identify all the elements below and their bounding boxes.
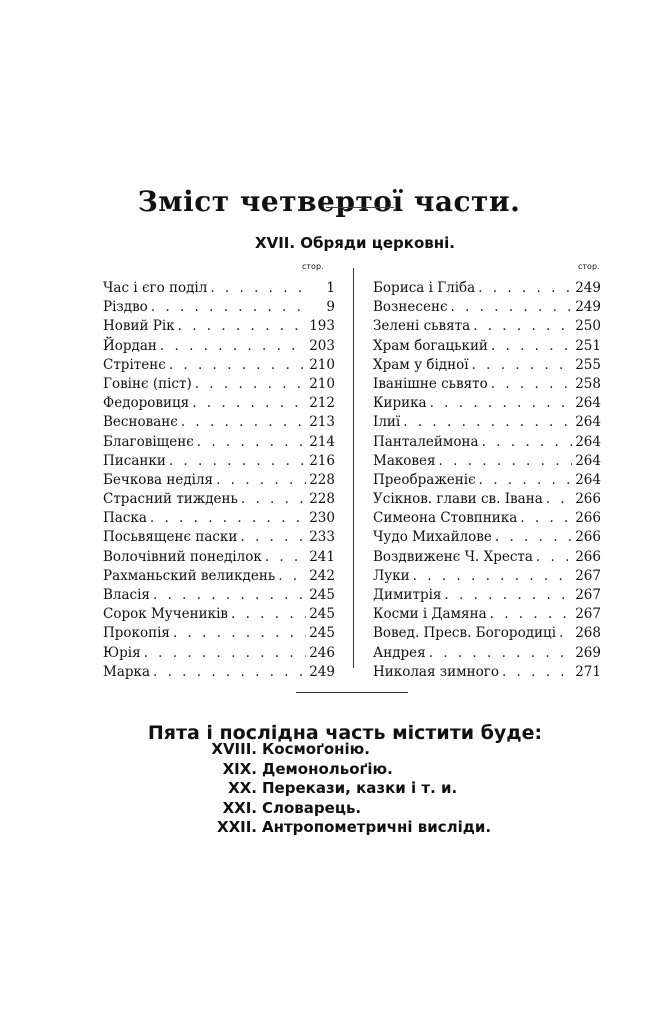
future-item-text: Перекази, казки і т. и. [262, 779, 458, 797]
toc-entry-label: Димитрія [373, 587, 442, 603]
toc-entry-page: 230 [309, 510, 335, 527]
toc-entry-label: Андрея [373, 644, 426, 661]
toc-entry [103, 414, 335, 433]
toc-entry [373, 664, 601, 683]
toc-entry [103, 357, 335, 376]
future-item-number: XVIII. [211, 740, 257, 758]
dot-leader [473, 318, 572, 334]
dot-leader [169, 357, 306, 373]
toc-entry [103, 549, 335, 568]
dot-leader [444, 587, 572, 603]
toc-entry [373, 606, 601, 625]
toc-entry [103, 587, 335, 606]
dot-leader [195, 376, 307, 392]
toc-entry-page: 233 [309, 529, 335, 546]
dot-leader [241, 491, 306, 507]
future-item [195, 799, 491, 819]
dot-leader [278, 568, 306, 584]
toc-entry-label: Різдво [103, 299, 148, 316]
toc-entry [373, 625, 601, 644]
toc-entry [103, 453, 335, 472]
toc-entry-page: 216 [309, 452, 335, 469]
toc-entry-page: 267 [575, 587, 601, 603]
toc-entry [103, 299, 335, 318]
toc-entry-page: 214 [309, 433, 335, 450]
dot-leader [265, 549, 306, 565]
toc-entry-label: Веснованє [103, 414, 178, 431]
toc-entry-page: 249 [575, 280, 601, 296]
toc-entry [103, 568, 335, 587]
dot-leader [559, 625, 572, 641]
dot-leader [197, 434, 306, 450]
toc-entry-label: Луки [373, 567, 410, 584]
toc-right-column [373, 280, 601, 683]
toc-entry-page: 266 [575, 529, 601, 546]
future-item-number: XXI. [222, 798, 257, 817]
toc-entry-label: Йордан [103, 337, 157, 354]
dot-leader [240, 529, 306, 545]
toc-entry [373, 376, 601, 395]
toc-entry [373, 434, 601, 453]
dot-leader [151, 299, 310, 315]
dot-leader [173, 625, 306, 641]
toc-entry [373, 318, 601, 337]
toc-entry-page: 213 [309, 414, 335, 431]
dot-leader [429, 645, 573, 661]
dot-leader [153, 587, 306, 603]
future-item [195, 760, 491, 780]
toc-entry-page: 210 [309, 375, 335, 392]
column-divider [353, 268, 354, 668]
toc-entry [103, 318, 335, 337]
toc-entry [373, 357, 601, 376]
toc-entry-page: 203 [309, 337, 335, 354]
toc-entry-label: Вознесенє [373, 299, 448, 316]
toc-entry-label: Говінє (піст) [103, 375, 192, 392]
toc-entry-label: Чудо Михайлове [373, 529, 492, 546]
toc-entry-page: 266 [575, 548, 601, 565]
dot-leader [439, 453, 573, 469]
toc-entry [373, 338, 601, 357]
toc-entry [103, 664, 335, 683]
dot-leader [502, 664, 572, 680]
dot-leader [430, 395, 573, 411]
section-heading: XVII. Обряди церковні. [255, 234, 455, 253]
toc-entry [373, 529, 601, 548]
dot-leader [491, 376, 572, 392]
right-column-header: стор. [578, 262, 600, 271]
toc-entry-label: Рахманьский великдень [103, 567, 276, 584]
dot-leader [153, 664, 306, 680]
toc-entry-label: Вовед. Пресв. Богородиці [373, 625, 557, 642]
toc-entry-label: Ілиї [373, 414, 401, 431]
future-item-number: XX. [228, 779, 257, 797]
toc-entry [373, 510, 601, 529]
toc-entry-page: 266 [575, 491, 601, 508]
dot-leader [413, 568, 573, 584]
section-divider [296, 692, 408, 693]
future-item-text: Словарець. [262, 798, 362, 817]
dot-leader [451, 299, 573, 315]
toc-entry [373, 549, 601, 568]
dot-leader [536, 549, 572, 565]
dot-leader [178, 318, 307, 334]
toc-entry-label: Воздвиженє Ч. Хреста [373, 548, 533, 565]
toc-entry-label: Николая зимного [373, 663, 499, 680]
toc-entry-label: Власія [103, 587, 150, 603]
toc-entry-page: 264 [575, 395, 601, 412]
toc-entry-label: Федоровиця [103, 395, 190, 412]
dot-leader [482, 434, 573, 450]
toc-entry [103, 472, 335, 491]
toc-entry [103, 338, 335, 357]
toc-entry-label: Страсний тиждень [103, 491, 238, 508]
dot-leader [403, 414, 572, 430]
toc-entry-page: 266 [575, 510, 601, 527]
toc-entry-page: 268 [575, 625, 601, 642]
toc-entry-page: 255 [575, 356, 601, 373]
dot-leader [479, 472, 573, 488]
dot-leader [472, 357, 573, 373]
toc-entry-page: 245 [309, 587, 335, 603]
toc-entry [103, 491, 335, 510]
toc-entry [373, 453, 601, 472]
toc-entry-label: Бориса і Гліба [373, 280, 476, 296]
toc-entry-page: 249 [309, 663, 335, 680]
toc-entry [103, 625, 335, 644]
left-column-header: стор. [302, 262, 324, 271]
toc-entry-page: 246 [309, 644, 335, 661]
future-contents-list [195, 740, 491, 838]
toc-entry [103, 645, 335, 664]
dot-leader [169, 453, 306, 469]
future-item-text: Демонольоґію. [262, 759, 393, 778]
toc-entry [103, 529, 335, 548]
toc-entry-label: Волочівний понеділок [103, 548, 262, 565]
toc-entry-label: Час і єго поділ [103, 280, 208, 296]
toc-entry-page: 9 [326, 299, 335, 316]
toc-entry-label: Храм у бідної [373, 356, 469, 373]
toc-entry-label: Бечкова неділя [103, 471, 214, 488]
toc-entry-label: Сорок Мучеників [103, 606, 228, 623]
toc-entry [373, 472, 601, 491]
dot-leader [144, 645, 307, 661]
toc-entry-label: Юрія [103, 644, 141, 661]
dot-leader [192, 395, 306, 411]
future-item-text: Антропометричні висліди. [262, 818, 492, 836]
dot-leader [231, 606, 306, 622]
toc-entry-label: Усікнов. глави св. Івана [373, 491, 543, 508]
dot-leader [216, 472, 306, 488]
toc-entry-label: Паска [103, 510, 147, 527]
dot-leader [150, 510, 306, 526]
toc-entry-page: 228 [309, 471, 335, 488]
toc-entry [103, 510, 335, 529]
toc-entry-page: 267 [575, 567, 601, 584]
title-ornament [326, 207, 394, 208]
future-item-number: XXII. [217, 818, 257, 836]
toc-entry [103, 376, 335, 395]
dot-leader [210, 280, 310, 296]
toc-entry-page: 264 [575, 452, 601, 469]
toc-entry-page: 193 [309, 318, 335, 335]
future-item-number: XIX. [222, 759, 257, 778]
toc-entry-label: Преображеніє [373, 471, 476, 488]
future-contents-heading: Пята і послідна часть містити буде: [147, 721, 543, 744]
toc-entry-label: Посьвященє паски [103, 529, 238, 546]
toc-entry [103, 606, 335, 625]
toc-entry-page: 271 [575, 663, 601, 680]
toc-entry [103, 395, 335, 414]
toc-entry-page: 245 [309, 606, 335, 623]
toc-entry [373, 395, 601, 414]
toc-entry-label: Маковея [373, 452, 436, 469]
toc-entry-page: 258 [575, 375, 601, 392]
toc-entry-label: Симеона Стовпника [373, 510, 518, 527]
toc-entry-label: Благовіщенє [103, 433, 194, 450]
toc-entry-page: 1 [326, 280, 335, 296]
toc-entry [373, 645, 601, 664]
toc-entry [373, 414, 601, 433]
dot-leader [520, 510, 572, 526]
toc-entry-page: 264 [575, 471, 601, 488]
toc-entry-page: 264 [575, 433, 601, 450]
toc-entry [103, 434, 335, 453]
toc-entry-label: Косми і Дамяна [373, 606, 487, 623]
toc-entry-label: Кирика [373, 395, 427, 412]
toc-entry [373, 491, 601, 510]
future-item [195, 779, 491, 799]
dot-leader [490, 606, 573, 622]
toc-entry-page: 242 [309, 567, 335, 584]
toc-entry [103, 280, 335, 299]
toc-entry-page: 212 [309, 395, 335, 412]
toc-entry [373, 587, 601, 606]
toc-entry-label: Прокопія [103, 625, 170, 642]
toc-entry-page: 245 [309, 625, 335, 642]
toc-entry-label: Іванішне сьвято [373, 375, 488, 392]
toc-entry-label: Храм богацький [373, 337, 488, 354]
future-item [195, 740, 491, 760]
dot-leader [478, 280, 572, 296]
toc-entry-page: 249 [575, 299, 601, 316]
toc-entry-page: 269 [575, 644, 601, 661]
toc-entry-label: Зелені сьвята [373, 318, 471, 335]
toc-entry-page: 241 [309, 548, 335, 565]
toc-entry-page: 267 [575, 606, 601, 623]
toc-left-column [103, 280, 335, 683]
toc-entry-page: 250 [575, 318, 601, 335]
toc-entry-label: Писанки [103, 452, 166, 469]
toc-entry [373, 568, 601, 587]
dot-leader [495, 529, 572, 545]
toc-entry-label: Новий Рік [103, 318, 175, 335]
dot-leader [181, 414, 306, 430]
toc-entry-page: 228 [309, 491, 335, 508]
toc-entry-label: Марка [103, 663, 150, 680]
future-item-text: Космоґонію. [262, 740, 370, 758]
toc-entry-label: Стрітенє [103, 356, 166, 373]
page-title: Зміст четвертої части. [137, 184, 521, 218]
future-item [195, 818, 491, 838]
toc-entry-page: 210 [309, 356, 335, 373]
toc-entry-page: 251 [575, 337, 601, 354]
toc-entry-label: Панталеймона [373, 433, 479, 450]
toc-entry [373, 280, 601, 299]
toc-entry-page: 264 [575, 414, 601, 431]
toc-entry [373, 299, 601, 318]
dot-leader [491, 338, 572, 354]
dot-leader [160, 338, 306, 354]
dot-leader [546, 491, 572, 507]
